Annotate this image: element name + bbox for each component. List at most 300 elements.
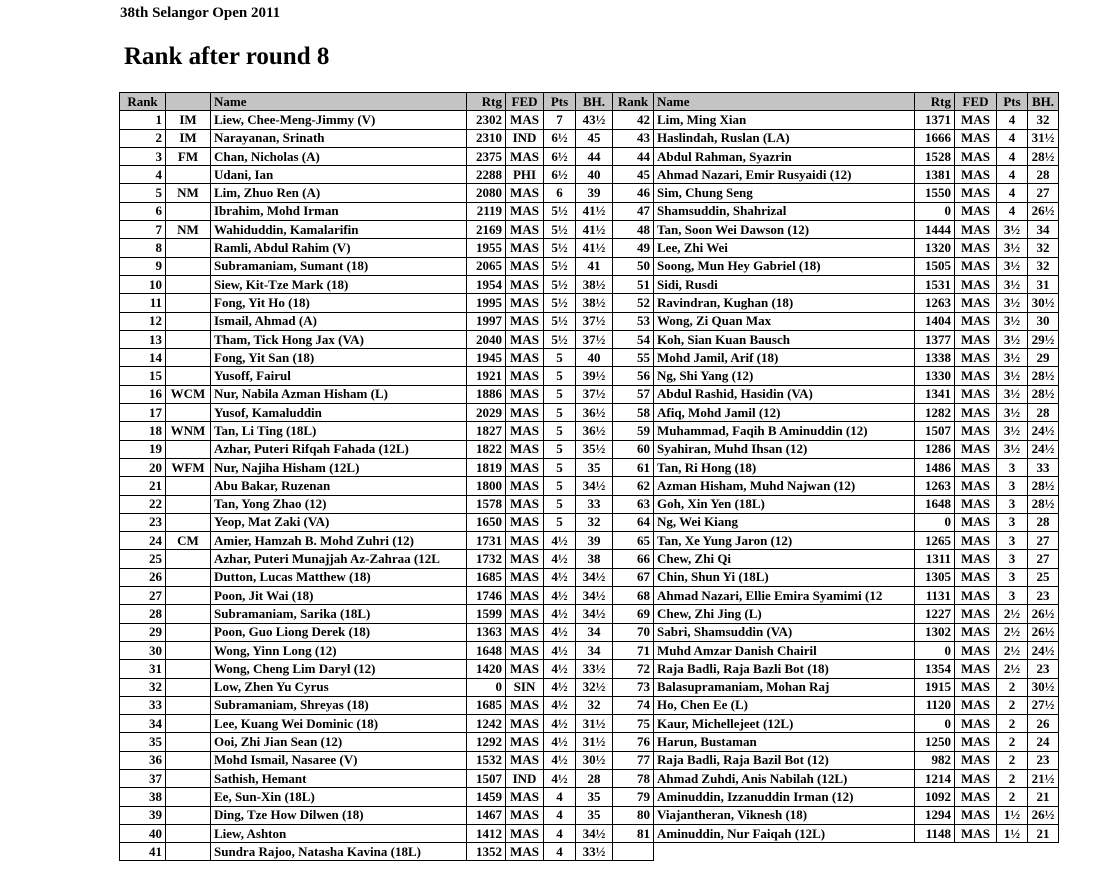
points-cell: 2½ bbox=[997, 641, 1028, 659]
buchholz-cell: 35 bbox=[576, 458, 613, 476]
rank-cell: 77 bbox=[613, 751, 654, 769]
rank-cell: 44 bbox=[613, 147, 654, 165]
rank-cell: 65 bbox=[613, 532, 654, 550]
federation-cell: MAS bbox=[955, 678, 997, 696]
federation-cell: MAS bbox=[506, 202, 544, 220]
buchholz-cell: 21½ bbox=[1028, 769, 1059, 787]
name-cell: Tan, Li Ting (18L) bbox=[211, 422, 467, 440]
rank-cell: 4 bbox=[120, 166, 166, 184]
rating-cell: 1467 bbox=[467, 806, 506, 824]
buchholz-cell: 27 bbox=[1028, 550, 1059, 568]
table-row bbox=[120, 367, 1059, 385]
federation-cell: MAS bbox=[955, 111, 997, 129]
name-cell: Subramaniam, Sumant (18) bbox=[211, 257, 467, 275]
rating-cell: 1731 bbox=[467, 532, 506, 550]
name-cell: Syahiran, Muhd Ihsan (12) bbox=[654, 440, 915, 458]
rank-cell: 69 bbox=[613, 605, 654, 623]
title-cell bbox=[166, 166, 211, 184]
title-cell bbox=[166, 824, 211, 842]
federation-cell: MAS bbox=[506, 111, 544, 129]
federation-cell: MAS bbox=[506, 715, 544, 733]
federation-cell: MAS bbox=[506, 330, 544, 348]
rank-cell: 72 bbox=[613, 660, 654, 678]
table-row bbox=[120, 111, 1059, 129]
federation-cell: MAS bbox=[506, 495, 544, 513]
federation-cell: MAS bbox=[955, 513, 997, 531]
rank-cell: 25 bbox=[120, 550, 166, 568]
buchholz-cell: 25 bbox=[1028, 568, 1059, 586]
rank-cell: 74 bbox=[613, 696, 654, 714]
rating-cell: 1685 bbox=[467, 696, 506, 714]
rank-cell: 38 bbox=[120, 788, 166, 806]
rank-cell: 73 bbox=[613, 678, 654, 696]
title-cell: NM bbox=[166, 184, 211, 202]
points-cell: 4½ bbox=[544, 678, 576, 696]
rating-cell: 2169 bbox=[467, 221, 506, 239]
federation-cell: PHI bbox=[506, 166, 544, 184]
buchholz-cell: 35½ bbox=[576, 440, 613, 458]
blank-cell bbox=[915, 843, 955, 861]
buchholz-cell: 41½ bbox=[576, 239, 613, 257]
rating-cell: 1131 bbox=[915, 587, 955, 605]
title-cell bbox=[166, 239, 211, 257]
federation-cell: MAS bbox=[506, 440, 544, 458]
federation-cell: MAS bbox=[955, 587, 997, 605]
name-cell: Aminuddin, Nur Faiqah (12L) bbox=[654, 824, 915, 842]
name-cell: Ravindran, Kughan (18) bbox=[654, 294, 915, 312]
rating-cell: 1531 bbox=[915, 275, 955, 293]
buchholz-cell: 38½ bbox=[576, 275, 613, 293]
buchholz-cell: 36½ bbox=[576, 422, 613, 440]
buchholz-cell: 33½ bbox=[576, 660, 613, 678]
name-cell: Ahmad Nazari, Ellie Emira Syamimi (12 bbox=[654, 587, 915, 605]
points-cell: 4½ bbox=[544, 605, 576, 623]
rating-cell: 1915 bbox=[915, 678, 955, 696]
table-row bbox=[120, 696, 1059, 714]
name-cell: Mohd Jamil, Arif (18) bbox=[654, 349, 915, 367]
federation-cell: MAS bbox=[506, 806, 544, 824]
points-cell: 3½ bbox=[997, 349, 1028, 367]
federation-cell: MAS bbox=[955, 751, 997, 769]
rating-cell: 1305 bbox=[915, 568, 955, 586]
federation-cell: MAS bbox=[506, 312, 544, 330]
points-cell: 2 bbox=[997, 678, 1028, 696]
buchholz-cell: 28½ bbox=[1028, 495, 1059, 513]
name-cell: Balasupramaniam, Mohan Raj bbox=[654, 678, 915, 696]
table-row bbox=[120, 275, 1059, 293]
buchholz-cell: 37½ bbox=[576, 330, 613, 348]
rank-cell: 36 bbox=[120, 751, 166, 769]
name-cell: Haslindah, Ruslan (LA) bbox=[654, 129, 915, 147]
name-cell: Narayanan, Srinath bbox=[211, 129, 467, 147]
rank-cell: 28 bbox=[120, 605, 166, 623]
federation-cell: MAS bbox=[506, 239, 544, 257]
title-cell bbox=[166, 788, 211, 806]
rating-cell: 1444 bbox=[915, 221, 955, 239]
rank-cell: 18 bbox=[120, 422, 166, 440]
points-cell: 3½ bbox=[997, 385, 1028, 403]
name-cell: Tan, Ri Hong (18) bbox=[654, 458, 915, 476]
rank-cell: 46 bbox=[613, 184, 654, 202]
federation-cell: MAS bbox=[955, 788, 997, 806]
rating-cell: 1263 bbox=[915, 294, 955, 312]
rank-cell: 12 bbox=[120, 312, 166, 330]
rank-cell: 53 bbox=[613, 312, 654, 330]
name-cell: Ibrahim, Mohd Irman bbox=[211, 202, 467, 220]
rank-cell: 8 bbox=[120, 239, 166, 257]
rank-cell: 32 bbox=[120, 678, 166, 696]
title-cell bbox=[166, 806, 211, 824]
rating-cell: 2302 bbox=[467, 111, 506, 129]
name-cell: Tham, Tick Hong Jax (VA) bbox=[211, 330, 467, 348]
rating-cell: 1092 bbox=[915, 788, 955, 806]
name-cell: Lee, Zhi Wei bbox=[654, 239, 915, 257]
title-cell: WCM bbox=[166, 385, 211, 403]
buchholz-cell: 32½ bbox=[576, 678, 613, 696]
rank-cell: 1 bbox=[120, 111, 166, 129]
table-row bbox=[120, 660, 1059, 678]
points-cell: 2 bbox=[997, 733, 1028, 751]
table-body bbox=[120, 111, 1059, 861]
buchholz-cell: 26 bbox=[1028, 715, 1059, 733]
federation-cell: MAS bbox=[955, 312, 997, 330]
rating-cell: 1311 bbox=[915, 550, 955, 568]
rating-cell: 0 bbox=[915, 202, 955, 220]
rank-cell: 2 bbox=[120, 129, 166, 147]
federation-cell: MAS bbox=[506, 275, 544, 293]
points-cell: 5½ bbox=[544, 202, 576, 220]
rating-header: Rtg bbox=[915, 93, 955, 111]
rank-cell: 9 bbox=[120, 257, 166, 275]
name-cell: Chew, Zhi Jing (L) bbox=[654, 605, 915, 623]
rating-cell: 1827 bbox=[467, 422, 506, 440]
points-cell: 4 bbox=[997, 184, 1028, 202]
rating-cell: 0 bbox=[915, 715, 955, 733]
buchholz-cell: 28 bbox=[1028, 166, 1059, 184]
name-cell: Ramli, Abdul Rahim (V) bbox=[211, 239, 467, 257]
buchholz-cell: 34½ bbox=[576, 824, 613, 842]
federation-cell: MAS bbox=[506, 349, 544, 367]
rank-cell: 39 bbox=[120, 806, 166, 824]
buchholz-cell: 32 bbox=[1028, 111, 1059, 129]
title-cell bbox=[166, 550, 211, 568]
rating-cell: 1486 bbox=[915, 458, 955, 476]
name-cell: Udani, Ian bbox=[211, 166, 467, 184]
buchholz-cell: 34½ bbox=[576, 568, 613, 586]
federation-cell: MAS bbox=[955, 330, 997, 348]
name-cell: Sidi, Rusdi bbox=[654, 275, 915, 293]
federation-header: FED bbox=[506, 93, 544, 111]
name-cell: Amier, Hamzah B. Mohd Zuhri (12) bbox=[211, 532, 467, 550]
buchholz-cell: 24½ bbox=[1028, 641, 1059, 659]
name-cell: Sathish, Hemant bbox=[211, 769, 467, 787]
rank-cell: 76 bbox=[613, 733, 654, 751]
rating-cell: 1404 bbox=[915, 312, 955, 330]
rating-cell: 1352 bbox=[467, 843, 506, 861]
name-cell: Nur, Nabila Azman Hisham (L) bbox=[211, 385, 467, 403]
points-cell: 2½ bbox=[997, 605, 1028, 623]
buchholz-cell: 39 bbox=[576, 184, 613, 202]
rating-cell: 1420 bbox=[467, 660, 506, 678]
points-cell: 4 bbox=[997, 147, 1028, 165]
rating-cell: 2029 bbox=[467, 404, 506, 422]
buchholz-cell: 33 bbox=[1028, 458, 1059, 476]
ranking-table bbox=[119, 92, 1059, 861]
buchholz-cell: 26½ bbox=[1028, 806, 1059, 824]
name-cell: Tan, Soon Wei Dawson (12) bbox=[654, 221, 915, 239]
name-cell: Ding, Tze How Dilwen (18) bbox=[211, 806, 467, 824]
name-cell: Sabri, Shamsuddin (VA) bbox=[654, 623, 915, 641]
rank-cell: 27 bbox=[120, 587, 166, 605]
buchholz-cell: 38 bbox=[576, 550, 613, 568]
points-cell: 4½ bbox=[544, 733, 576, 751]
title-cell bbox=[166, 605, 211, 623]
buchholz-cell: 24½ bbox=[1028, 440, 1059, 458]
points-cell: 2 bbox=[997, 788, 1028, 806]
points-cell: 4 bbox=[997, 129, 1028, 147]
name-cell: Ng, Wei Kiang bbox=[654, 513, 915, 531]
points-cell: 3½ bbox=[997, 294, 1028, 312]
title-cell bbox=[166, 495, 211, 513]
name-cell: Fong, Yit San (18) bbox=[211, 349, 467, 367]
buchholz-cell: 28½ bbox=[1028, 147, 1059, 165]
federation-cell: MAS bbox=[955, 275, 997, 293]
name-cell: Tan, Xe Yung Jaron (12) bbox=[654, 532, 915, 550]
federation-cell: MAS bbox=[955, 641, 997, 659]
table-row bbox=[120, 349, 1059, 367]
blank-cell bbox=[955, 843, 997, 861]
table-row bbox=[120, 550, 1059, 568]
rating-cell: 1955 bbox=[467, 239, 506, 257]
rating-cell: 1214 bbox=[915, 769, 955, 787]
buchholz-cell: 40 bbox=[576, 166, 613, 184]
federation-cell: MAS bbox=[506, 404, 544, 422]
name-cell: Ooi, Zhi Jian Sean (12) bbox=[211, 733, 467, 751]
buchholz-header: BH. bbox=[1028, 93, 1059, 111]
buchholz-cell: 28½ bbox=[1028, 477, 1059, 495]
buchholz-cell: 39½ bbox=[576, 367, 613, 385]
buchholz-cell: 44 bbox=[576, 147, 613, 165]
rank-cell: 54 bbox=[613, 330, 654, 348]
rating-cell: 1550 bbox=[915, 184, 955, 202]
rating-cell: 1377 bbox=[915, 330, 955, 348]
rank-cell: 61 bbox=[613, 458, 654, 476]
rating-cell: 1685 bbox=[467, 568, 506, 586]
federation-cell: MAS bbox=[955, 568, 997, 586]
points-cell: 6 bbox=[544, 184, 576, 202]
rating-cell: 1227 bbox=[915, 605, 955, 623]
rank-cell: 13 bbox=[120, 330, 166, 348]
name-cell: Sim, Chung Seng bbox=[654, 184, 915, 202]
rating-cell: 1819 bbox=[467, 458, 506, 476]
rank-cell: 20 bbox=[120, 458, 166, 476]
federation-cell: MAS bbox=[955, 239, 997, 257]
rating-cell: 1666 bbox=[915, 129, 955, 147]
table-row bbox=[120, 385, 1059, 403]
federation-cell: MAS bbox=[506, 184, 544, 202]
buchholz-cell: 24 bbox=[1028, 733, 1059, 751]
table-row bbox=[120, 184, 1059, 202]
rank-cell: 63 bbox=[613, 495, 654, 513]
federation-cell: MAS bbox=[506, 147, 544, 165]
points-cell: 5 bbox=[544, 385, 576, 403]
federation-cell: MAS bbox=[955, 733, 997, 751]
buchholz-cell: 45 bbox=[576, 129, 613, 147]
table-row bbox=[120, 129, 1059, 147]
name-cell: Poon, Jit Wai (18) bbox=[211, 587, 467, 605]
buchholz-cell: 41½ bbox=[576, 202, 613, 220]
table-row bbox=[120, 239, 1059, 257]
buchholz-cell: 31½ bbox=[1028, 129, 1059, 147]
rank-cell: 66 bbox=[613, 550, 654, 568]
federation-cell: MAS bbox=[955, 349, 997, 367]
title-cell bbox=[166, 733, 211, 751]
rating-cell: 1746 bbox=[467, 587, 506, 605]
federation-cell: MAS bbox=[506, 733, 544, 751]
title-cell bbox=[166, 587, 211, 605]
rating-cell: 1599 bbox=[467, 605, 506, 623]
federation-cell: MAS bbox=[506, 477, 544, 495]
buchholz-cell: 37½ bbox=[576, 312, 613, 330]
rating-cell: 1242 bbox=[467, 715, 506, 733]
points-cell: 5 bbox=[544, 458, 576, 476]
name-cell: Nur, Najiha Hisham (12L) bbox=[211, 458, 467, 476]
points-cell: 5 bbox=[544, 422, 576, 440]
rank-cell: 57 bbox=[613, 385, 654, 403]
rating-cell: 1532 bbox=[467, 751, 506, 769]
name-cell: Chin, Shun Yi (18L) bbox=[654, 568, 915, 586]
points-cell: 4½ bbox=[544, 696, 576, 714]
points-cell: 3½ bbox=[997, 257, 1028, 275]
rank-cell: 6 bbox=[120, 202, 166, 220]
buchholz-cell: 27½ bbox=[1028, 696, 1059, 714]
rating-cell: 1341 bbox=[915, 385, 955, 403]
buchholz-cell: 37½ bbox=[576, 385, 613, 403]
page-title: Rank after round 8 bbox=[124, 43, 330, 70]
buchholz-cell: 32 bbox=[576, 696, 613, 714]
name-header: Name bbox=[654, 93, 915, 111]
points-cell: 3½ bbox=[997, 221, 1028, 239]
table-row bbox=[120, 715, 1059, 733]
table-row bbox=[120, 605, 1059, 623]
title-cell: IM bbox=[166, 129, 211, 147]
points-cell: 1½ bbox=[997, 806, 1028, 824]
federation-cell: MAS bbox=[955, 129, 997, 147]
federation-cell: MAS bbox=[506, 550, 544, 568]
table-row bbox=[120, 568, 1059, 586]
points-cell: 5 bbox=[544, 477, 576, 495]
rank-cell: 60 bbox=[613, 440, 654, 458]
buchholz-cell: 34 bbox=[576, 623, 613, 641]
federation-cell: MAS bbox=[955, 202, 997, 220]
federation-cell: MAS bbox=[506, 568, 544, 586]
rank-cell: 24 bbox=[120, 532, 166, 550]
rating-cell: 1320 bbox=[915, 239, 955, 257]
rank-cell: 52 bbox=[613, 294, 654, 312]
federation-cell: MAS bbox=[506, 623, 544, 641]
federation-cell: MAS bbox=[506, 257, 544, 275]
points-cell: 4 bbox=[544, 843, 576, 861]
rank-cell: 14 bbox=[120, 349, 166, 367]
buchholz-cell: 30½ bbox=[1028, 678, 1059, 696]
federation-cell: MAS bbox=[955, 221, 997, 239]
buchholz-cell: 30½ bbox=[1028, 294, 1059, 312]
rating-cell: 1282 bbox=[915, 404, 955, 422]
buchholz-cell: 28 bbox=[576, 769, 613, 787]
name-cell: Ee, Sun-Xin (18L) bbox=[211, 788, 467, 806]
federation-cell: MAS bbox=[955, 257, 997, 275]
name-cell: Abu Bakar, Ruzenan bbox=[211, 477, 467, 495]
rating-cell: 2040 bbox=[467, 330, 506, 348]
buchholz-cell: 21 bbox=[1028, 788, 1059, 806]
title-cell bbox=[166, 678, 211, 696]
rank-cell: 79 bbox=[613, 788, 654, 806]
federation-cell: MAS bbox=[506, 422, 544, 440]
points-cell: 4½ bbox=[544, 641, 576, 659]
name-cell: Yeop, Mat Zaki (VA) bbox=[211, 513, 467, 531]
rank-cell: 17 bbox=[120, 404, 166, 422]
federation-cell: MAS bbox=[955, 623, 997, 641]
title-cell bbox=[166, 312, 211, 330]
points-cell: 5½ bbox=[544, 239, 576, 257]
name-cell: Subramaniam, Shreyas (18) bbox=[211, 696, 467, 714]
table-row bbox=[120, 221, 1059, 239]
rank-cell: 51 bbox=[613, 275, 654, 293]
federation-cell: MAS bbox=[506, 824, 544, 842]
federation-cell: MAS bbox=[955, 715, 997, 733]
rating-cell: 1997 bbox=[467, 312, 506, 330]
name-cell: Lim, Zhuo Ren (A) bbox=[211, 184, 467, 202]
buchholz-cell: 30½ bbox=[576, 751, 613, 769]
buchholz-cell: 26½ bbox=[1028, 605, 1059, 623]
name-cell: Raja Badli, Raja Bazli Bot (18) bbox=[654, 660, 915, 678]
buchholz-cell: 33½ bbox=[576, 843, 613, 861]
rating-cell: 1381 bbox=[915, 166, 955, 184]
name-cell: Raja Badli, Raja Bazil Bot (12) bbox=[654, 751, 915, 769]
rating-cell: 2288 bbox=[467, 166, 506, 184]
title-cell: CM bbox=[166, 532, 211, 550]
buchholz-cell: 29 bbox=[1028, 349, 1059, 367]
federation-cell: MAS bbox=[955, 422, 997, 440]
rank-cell: 34 bbox=[120, 715, 166, 733]
rating-cell: 1648 bbox=[915, 495, 955, 513]
title-cell bbox=[166, 843, 211, 861]
points-cell: 3½ bbox=[997, 422, 1028, 440]
buchholz-cell: 38½ bbox=[576, 294, 613, 312]
rating-cell: 2080 bbox=[467, 184, 506, 202]
points-cell: 3½ bbox=[997, 330, 1028, 348]
rank-cell: 7 bbox=[120, 221, 166, 239]
name-cell: Wahiduddin, Kamalarifin bbox=[211, 221, 467, 239]
rating-cell: 1292 bbox=[467, 733, 506, 751]
points-cell: 3 bbox=[997, 550, 1028, 568]
federation-cell: MAS bbox=[955, 477, 997, 495]
points-cell: 5 bbox=[544, 440, 576, 458]
points-cell: 2 bbox=[997, 696, 1028, 714]
buchholz-cell: 33 bbox=[576, 495, 613, 513]
points-cell: 3½ bbox=[997, 275, 1028, 293]
federation-cell: MAS bbox=[955, 367, 997, 385]
buchholz-cell: 27 bbox=[1028, 184, 1059, 202]
buchholz-cell: 28½ bbox=[1028, 385, 1059, 403]
rating-cell: 1507 bbox=[915, 422, 955, 440]
name-cell: Kaur, Michellejeet (12L) bbox=[654, 715, 915, 733]
buchholz-cell: 34 bbox=[576, 641, 613, 659]
rating-cell: 982 bbox=[915, 751, 955, 769]
rank-cell: 47 bbox=[613, 202, 654, 220]
table-row bbox=[120, 806, 1059, 824]
points-cell: 6½ bbox=[544, 129, 576, 147]
